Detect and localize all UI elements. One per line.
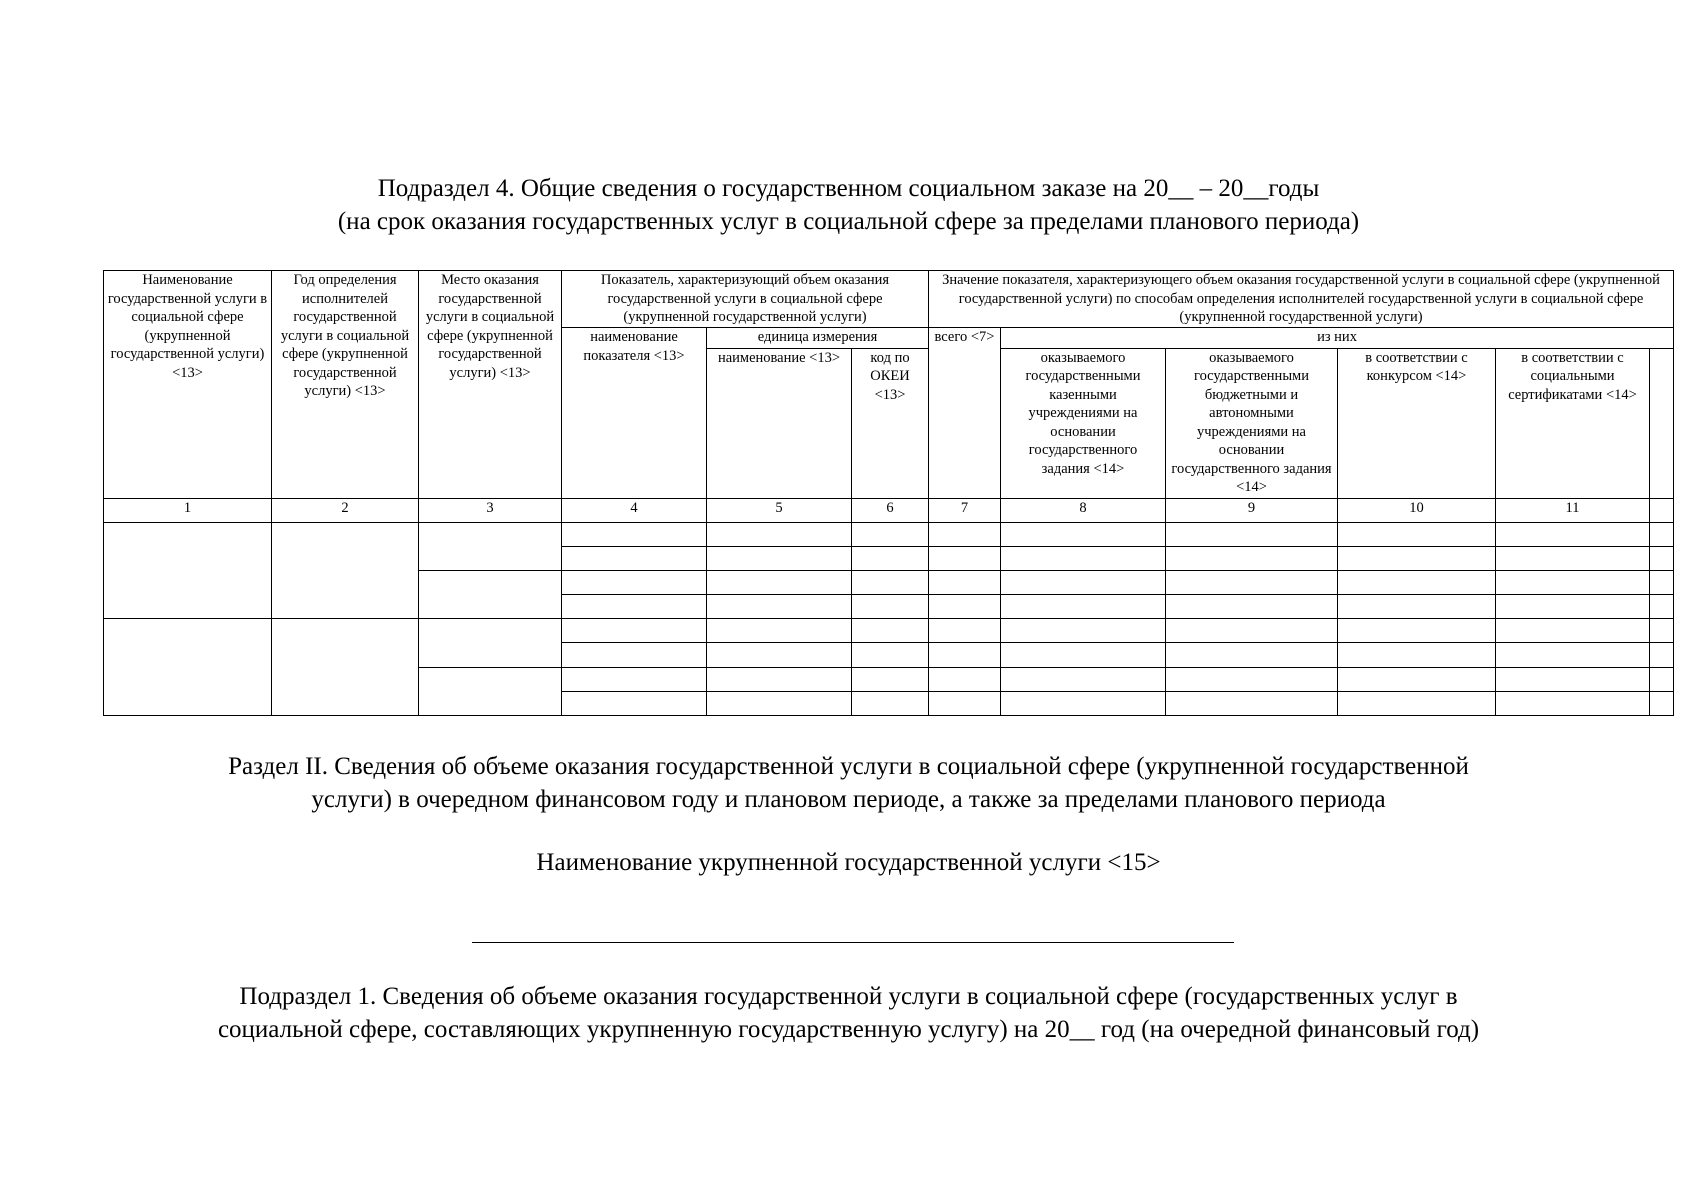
table-cell[interactable] (1001, 595, 1166, 619)
subsection-4-title-line2: (на срок оказания государственных услуг в социальной сфере за пределами планового периода) (337, 208, 1360, 235)
column-number: 7 (929, 498, 1001, 522)
column-number: 2 (272, 498, 419, 522)
table-cell[interactable] (419, 667, 562, 715)
column-number: 8 (1001, 498, 1166, 522)
table-cell[interactable] (852, 691, 929, 715)
table-cell[interactable] (1496, 619, 1650, 643)
table-cell[interactable] (929, 667, 1001, 691)
table-cell[interactable] (852, 667, 929, 691)
table-cell[interactable] (929, 619, 1001, 643)
header-service-name: Наименование государственной услуги в социальной сфере (укрупненной государственной услуги) <13> (104, 271, 272, 499)
table-cell[interactable] (562, 595, 707, 619)
table-cell[interactable] (852, 619, 929, 643)
table-cell[interactable] (1001, 643, 1166, 667)
table-cell[interactable] (929, 546, 1001, 570)
table-cell[interactable] (929, 691, 1001, 715)
table-cell[interactable] (419, 522, 562, 570)
table-cell[interactable] (1496, 522, 1650, 546)
section-2-title (0, 750, 1697, 816)
header-indicator-name: наименование показателя <13> (562, 328, 707, 498)
table-cell[interactable] (1338, 522, 1496, 546)
column-number: 6 (852, 498, 929, 522)
table-cell[interactable] (419, 570, 562, 618)
table-cell[interactable] (1001, 691, 1166, 715)
table-cell[interactable] (562, 643, 707, 667)
table-row (104, 619, 1674, 643)
table-cell[interactable] (1650, 667, 1674, 691)
header-place: Место оказания государственной услуги в социальной сфере (укрупненной государственной услуги) <13> (419, 271, 562, 499)
table-cell[interactable] (1001, 667, 1166, 691)
section-2-title-line2: услуги) в очередном финансовом году и плановом периоде, а также за пределами планового периода (311, 786, 1386, 813)
table-cell[interactable] (707, 691, 852, 715)
table-cell[interactable] (929, 522, 1001, 546)
table-cell[interactable] (929, 595, 1001, 619)
table-cell[interactable] (1496, 595, 1650, 619)
table-cell[interactable] (929, 570, 1001, 594)
header-indicator: Показатель, характеризующий объем оказания государственной услуги в социальной сфере (укрупненной государственной услуги) (562, 271, 929, 328)
header-of-them: из них (1001, 328, 1674, 348)
table-cell[interactable] (707, 546, 852, 570)
subsection-1-title-line1: Подраздел 1. Сведения об объеме оказания государственной услуги в социальной сфере (государственных услуг в (239, 983, 1458, 1010)
table-cell[interactable] (1650, 595, 1674, 619)
column-number: 4 (562, 498, 707, 522)
table-cell[interactable] (1650, 691, 1674, 715)
table-cell[interactable] (1338, 667, 1496, 691)
table-cell[interactable] (1650, 619, 1674, 643)
table-cell[interactable] (1338, 619, 1496, 643)
subsection-4-title-line1: Подраздел 4. Общие сведения о государственном социальном заказе на 20__ – 20__годы (377, 175, 1320, 202)
table-cell[interactable] (707, 619, 852, 643)
table-cell[interactable] (1496, 667, 1650, 691)
table-cell[interactable] (1338, 691, 1496, 715)
table-cell[interactable] (104, 522, 272, 619)
subsection-1-title (0, 980, 1697, 1046)
header-indicator-value: Значение показателя, характеризующего объем оказания государственной услуги в социальной сфере (укрупненной государственной услуги) по способам определения исполнителей государственной услуги в социальной сфере (укрупненной государственной услуги) (929, 271, 1674, 328)
column-number: 1 (104, 498, 272, 522)
table-cell[interactable] (562, 619, 707, 643)
table-cell[interactable] (1001, 522, 1166, 546)
header-total: всего <7> (929, 328, 1001, 498)
table-cell[interactable] (562, 546, 707, 570)
table-cell[interactable] (1650, 522, 1674, 546)
table-cell[interactable] (1496, 570, 1650, 594)
header-budget-institutions: оказываемого государственными бюджетными и автономными учреждениями на основании государственного задания <14> (1166, 348, 1338, 498)
column-number: 11 (1496, 498, 1650, 522)
service-name-blank-line[interactable] (472, 942, 1234, 943)
table-cell[interactable] (1650, 546, 1674, 570)
table-cell[interactable] (1166, 546, 1338, 570)
table-cell[interactable] (852, 522, 929, 546)
table-cell[interactable] (1496, 546, 1650, 570)
column-number: 3 (419, 498, 562, 522)
table-cell[interactable] (272, 522, 419, 619)
table-cell[interactable] (707, 522, 852, 546)
table-cell[interactable] (707, 667, 852, 691)
table-cell[interactable] (1650, 643, 1674, 667)
column-number: 9 (1166, 498, 1338, 522)
table-cell[interactable] (852, 643, 929, 667)
social-order-table (103, 270, 1674, 716)
subsection-1-title-line2: социальной сфере, составляющих укрупненную государственную услугу) на 20__ год (на очередной финансовый год) (217, 1016, 1480, 1043)
table-cell[interactable] (1001, 546, 1166, 570)
table-cell[interactable] (272, 619, 419, 716)
column-number-extra (1650, 498, 1674, 522)
table-cell[interactable] (707, 570, 852, 594)
table-cell[interactable] (1496, 643, 1650, 667)
column-number: 5 (707, 498, 852, 522)
table-cell[interactable] (562, 667, 707, 691)
table-cell[interactable] (419, 619, 562, 667)
table-cell[interactable] (1166, 667, 1338, 691)
table-cell[interactable] (104, 619, 272, 716)
table-cell[interactable] (1338, 546, 1496, 570)
table-cell[interactable] (1166, 619, 1338, 643)
table-cell[interactable] (1338, 643, 1496, 667)
table-cell[interactable] (1166, 522, 1338, 546)
service-name-label: Наименование укрупненной государственной услуги <15> (536, 849, 1161, 876)
table-cell[interactable] (562, 570, 707, 594)
header-okei-code: код по ОКЕИ <13> (852, 348, 929, 498)
table-cell[interactable] (562, 691, 707, 715)
table-cell[interactable] (1166, 643, 1338, 667)
header-kazen-institutions: оказываемого государственными казенными учреждениями на основании государственного задания <14> (1001, 348, 1166, 498)
table-row (104, 522, 1674, 546)
table-cell[interactable] (1001, 570, 1166, 594)
table-cell[interactable] (707, 595, 852, 619)
table-cell[interactable] (1650, 570, 1674, 594)
table-cell[interactable] (1166, 570, 1338, 594)
table-cell[interactable] (929, 643, 1001, 667)
table-cell[interactable] (562, 522, 707, 546)
header-contest: в соответствии с конкурсом <14> (1338, 348, 1496, 498)
header-unit: единица измерения (707, 328, 929, 348)
column-numbers-row (104, 498, 1674, 522)
table-cell[interactable] (852, 570, 929, 594)
table-cell[interactable] (1166, 691, 1338, 715)
header-certificates: в соответствии с социальными сертификатами <14> (1496, 348, 1650, 498)
section-2-title-line1: Раздел II. Сведения об объеме оказания государственной услуги в социальной сфере (укрупненной государственной (228, 753, 1469, 780)
table-cell[interactable] (707, 643, 852, 667)
table-cell[interactable] (852, 595, 929, 619)
column-number: 10 (1338, 498, 1496, 522)
table-cell[interactable] (1338, 570, 1496, 594)
header-extra-blank (1650, 348, 1674, 498)
table-cell[interactable] (1001, 619, 1166, 643)
header-year: Год определения исполнителей государственной услуги в социальной сфере (укрупненной государственной услуги) <13> (272, 271, 419, 499)
table-cell[interactable] (1338, 595, 1496, 619)
table-cell[interactable] (1496, 691, 1650, 715)
table-cell[interactable] (852, 546, 929, 570)
subsection-4-title (0, 172, 1697, 238)
header-unit-name: наименование <13> (707, 348, 852, 498)
table-cell[interactable] (1166, 595, 1338, 619)
